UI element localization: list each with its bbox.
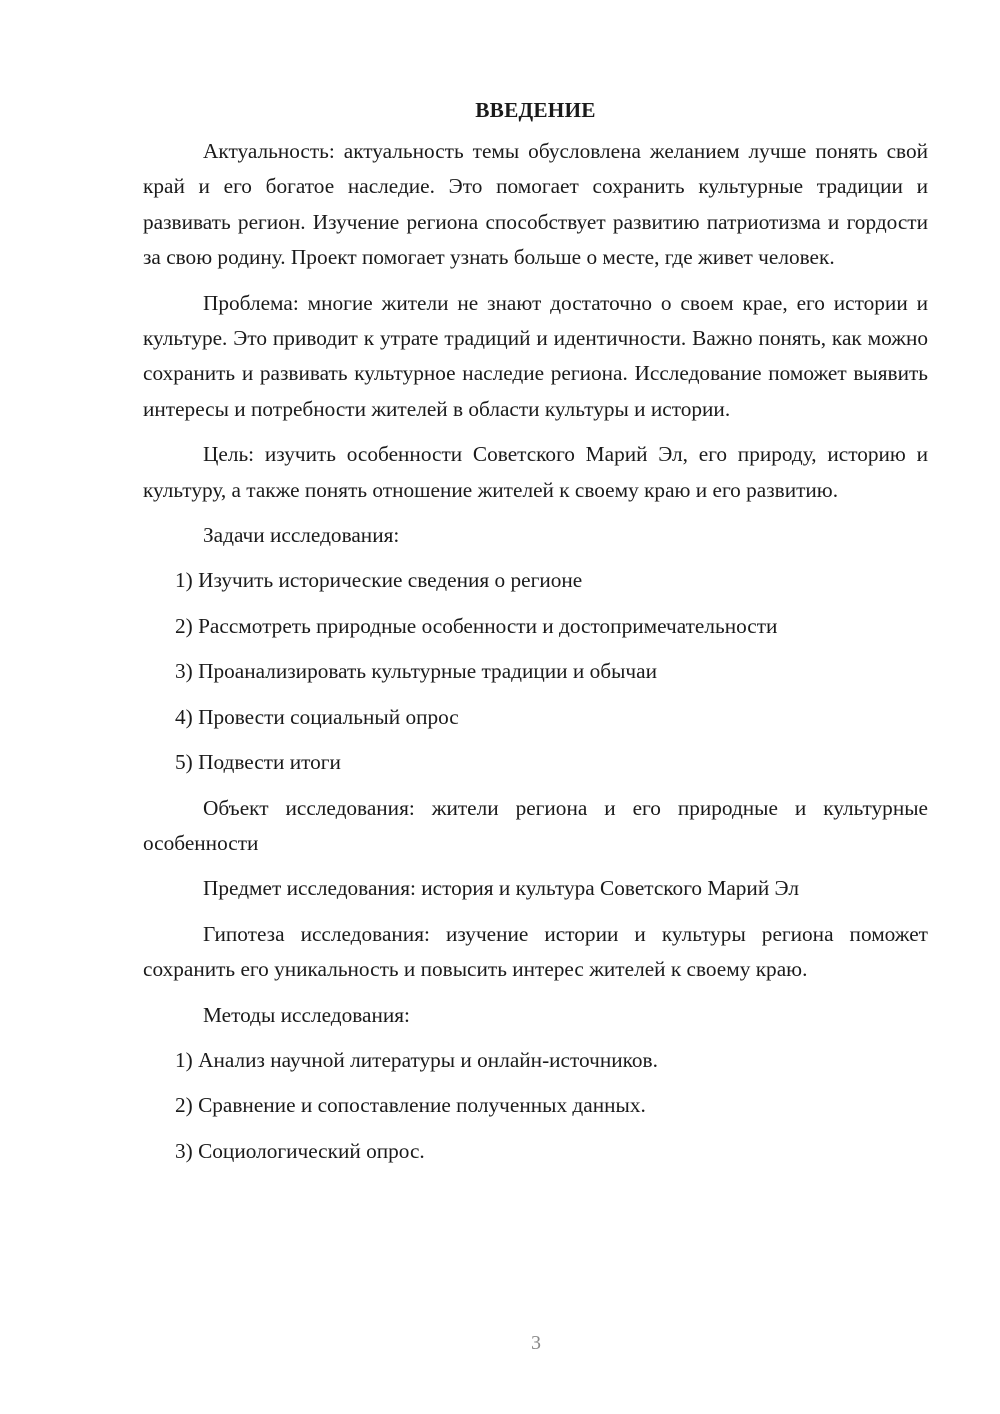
tasks-list: [143, 563, 928, 780]
hypothesis-paragraph: Гипотеза исследования: изучение истории и культуры региона поможет сохранить его уникальность и повысить интерес жителей к своему краю.: [143, 921, 928, 982]
methods-list: [143, 1043, 928, 1169]
method-item: 1) Анализ научной литературы и онлайн-источников.: [175, 1047, 658, 1072]
methods-label: Методы исследования:: [203, 1002, 410, 1027]
task-item: 3) Проанализировать культурные традиции и обычаи: [175, 659, 657, 684]
tasks-label: Задачи исследования:: [203, 523, 400, 548]
object-paragraph: Объект исследования: жители региона и его природные и культурные особенности: [143, 795, 928, 855]
task-item: 1) Изучить исторические сведения о регионе: [175, 568, 583, 593]
page-title: ВВЕДЕНИЕ: [475, 98, 596, 122]
page-content: [143, 96, 928, 1179]
problem-paragraph: Проблема: многие жители не знают достаточно о своем крае, его истории и культуре. Это приводит к утрате традиций и идентичности. Важно понять, как можно сохранить и развивать культурное наследие региона. Исследование поможет выявить интересы и потребности жителей в области культуры и истории.: [143, 290, 928, 421]
task-item: 4) Провести социальный опрос: [175, 704, 459, 729]
method-item: 3) Социологический опрос.: [175, 1138, 425, 1163]
task-item: 2) Рассмотреть природные особенности и достопримечательности: [175, 613, 778, 638]
task-item: 5) Подвести итоги: [175, 750, 341, 775]
page-number: 3: [531, 1332, 541, 1354]
goal-paragraph: Цель: изучить особенности Советского Марий Эл, его природу, историю и культуру, а также понять отношение жителей к своему краю и его развитию.: [143, 442, 928, 502]
method-item: 2) Сравнение и сопоставление полученных данных.: [175, 1093, 646, 1118]
relevance-paragraph: Актуальность: актуальность темы обусловлена желанием лучше понять свой край и его богатое наследие. Это помогает сохранить культурные традиции и развивать регион. Изучение региона способствует развитию патриотизма и гордости за свою родину. Проект помогает узнать больше о месте, где живет человек.: [143, 139, 928, 270]
subject-paragraph: Предмет исследования: история и культура Советского Марий Эл: [203, 876, 799, 901]
